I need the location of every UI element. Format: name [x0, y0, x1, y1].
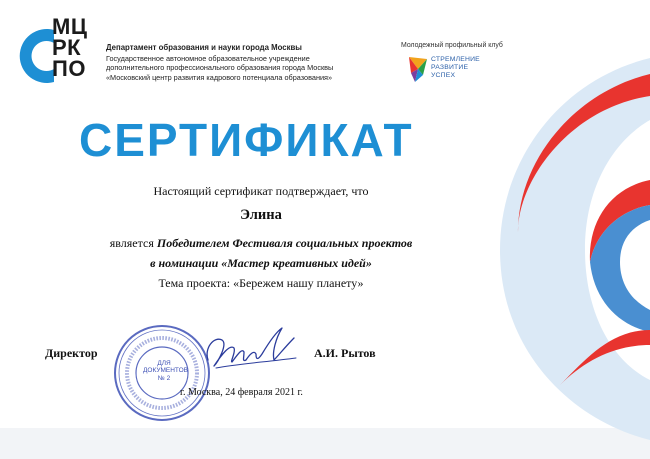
department-line: «Московский центр развития кадрового потенциала образования» — [106, 72, 333, 82]
club-word: СТРЕМЛЕНИЕ — [431, 56, 480, 63]
club-flag-icon — [407, 55, 429, 83]
stamp-text — [143, 360, 188, 382]
department-title: Департамент образования и науки города Москвы — [106, 43, 302, 52]
director-signature — [196, 318, 306, 378]
certificate-title: СЕРТИФИКАТ — [79, 114, 414, 166]
logo-line: МЦ — [52, 14, 88, 39]
theme-text: Тема проекта: «Бережем нашу планету» — [158, 276, 364, 290]
mcrkpo-logo — [14, 16, 104, 98]
logo-line: РК — [52, 35, 82, 60]
stamp-line: № 2 — [157, 374, 171, 382]
department-block — [106, 43, 376, 82]
club-words — [431, 56, 480, 80]
confirm-text: Настоящий сертификат подтверждает, что — [153, 184, 369, 198]
department-line: Государственное автономное образовательное учреждение — [106, 53, 310, 63]
logo-letters — [52, 16, 87, 79]
place-date: г. Москва, 24 февраля 2021 г. — [180, 387, 303, 398]
recipient-name: Элина — [240, 207, 282, 223]
winner-prefix: является — [109, 236, 157, 250]
club-caption: Молодежный профильный клуб — [401, 42, 503, 49]
director-label: Директор — [45, 346, 98, 360]
winner-text — [60, 236, 462, 251]
club-emblem — [407, 55, 497, 95]
department-line: дополнительного профессионального образования города Москвы — [106, 63, 334, 73]
nomination-text: в номинации «Мастер креативных идей» — [150, 256, 372, 270]
director-name: А.И. Рытов — [314, 346, 376, 360]
stamp-line: ДОКУМЕНТОВ — [143, 367, 188, 375]
stamp-line: ДЛЯ — [157, 360, 171, 367]
club-word: РАЗВИТИЕ — [431, 64, 469, 71]
club-word: УСПЕХ — [431, 72, 456, 79]
winner-bold: Победителем Фестиваля социальных проектов — [156, 236, 413, 250]
logo-line: ПО — [52, 56, 86, 81]
club-logo — [401, 42, 503, 79]
